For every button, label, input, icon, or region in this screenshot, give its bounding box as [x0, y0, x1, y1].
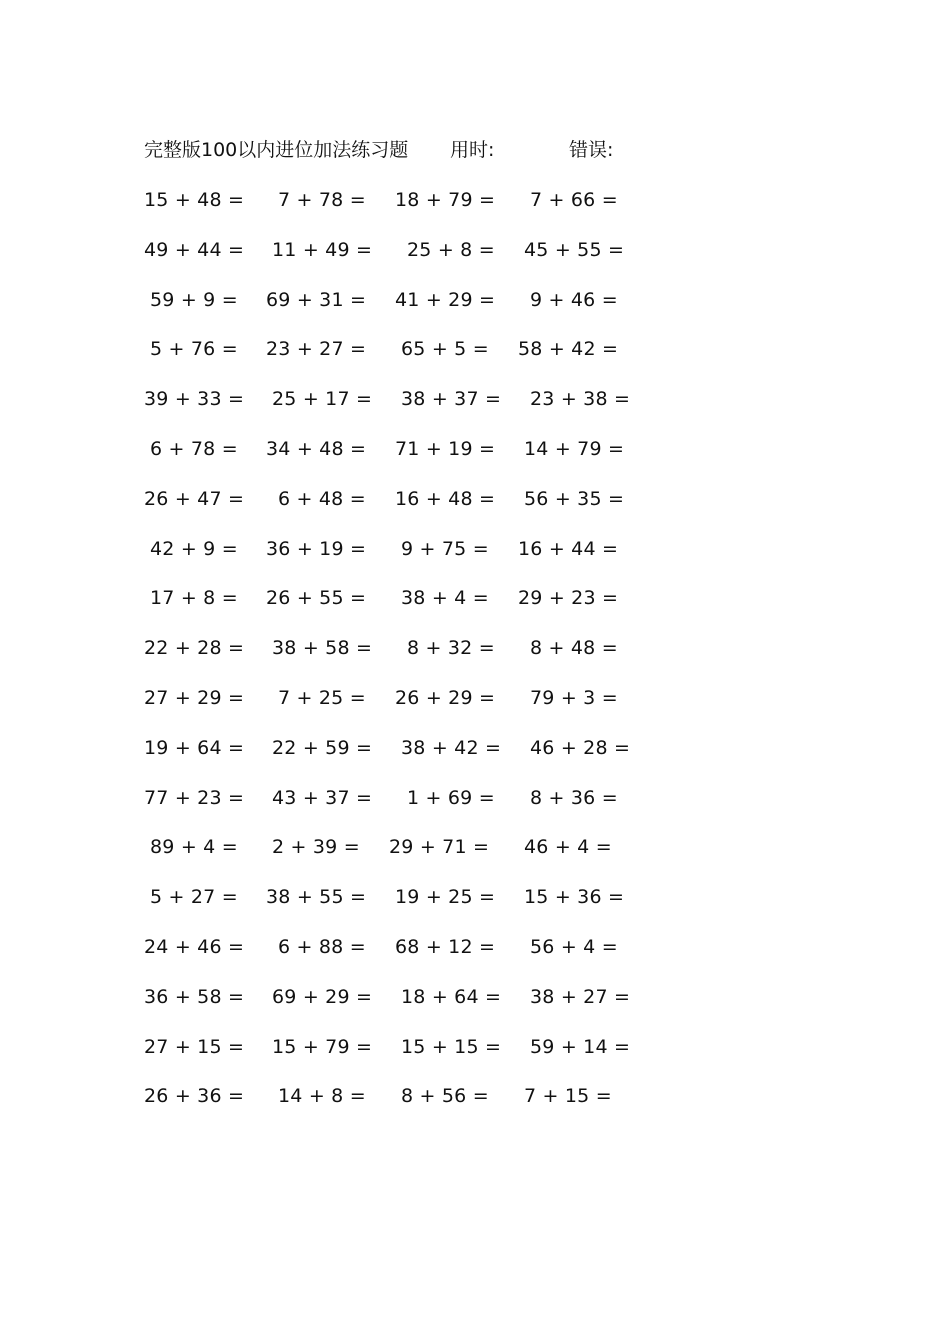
- problem-item: 8 + 32 =: [407, 637, 495, 660]
- problem-item: 7 + 66 =: [530, 189, 618, 211]
- problem-item: 18 + 79 =: [395, 189, 496, 211]
- problem-row: [0, 1082, 950, 1132]
- problem-item: 22 + 28 =: [144, 637, 245, 660]
- problem-item: 9 + 46 =: [530, 288, 618, 311]
- problem-row: [0, 983, 950, 1033]
- problem-item: 15 + 36 =: [524, 886, 625, 909]
- problem-item: 8 + 56 =: [401, 1085, 489, 1108]
- problem-item: 5 + 27 =: [150, 886, 238, 909]
- problem-item: 34 + 48 =: [266, 437, 367, 460]
- problem-row: [0, 335, 950, 385]
- problem-row: [0, 684, 950, 734]
- problem-item: 25 + 8 =: [407, 238, 495, 261]
- problem-row: [0, 435, 950, 485]
- problem-item: 89 + 4 =: [150, 836, 238, 859]
- problem-item: 7 + 25 =: [278, 686, 366, 709]
- problem-item: 38 + 4 =: [401, 587, 489, 610]
- problem-row: [0, 186, 950, 236]
- problem-item: 29 + 23 =: [518, 587, 619, 610]
- problem-item: 49 + 44 =: [144, 238, 245, 261]
- problem-row: [0, 535, 950, 585]
- problem-item: 6 + 88 =: [278, 935, 366, 958]
- problem-item: 38 + 58 =: [272, 637, 373, 660]
- problem-item: 8 + 48 =: [530, 637, 618, 660]
- problem-item: 23 + 27 =: [266, 338, 367, 361]
- problem-item: 38 + 37 =: [401, 388, 502, 411]
- problem-item: 46 + 28 =: [530, 736, 631, 759]
- problem-item: 6 + 48 =: [278, 487, 366, 510]
- problem-item: 26 + 36 =: [144, 1085, 245, 1108]
- problem-row: [0, 1033, 950, 1083]
- problem-item: 27 + 15 =: [144, 1035, 245, 1058]
- problem-item: 14 + 8 =: [278, 1085, 366, 1108]
- problem-item: 68 + 12 =: [395, 935, 496, 958]
- problem-item: 8 + 36 =: [530, 786, 618, 809]
- problem-item: 2 + 39 =: [272, 836, 360, 859]
- problem-item: 56 + 4 =: [530, 935, 618, 958]
- problem-row: [0, 286, 950, 336]
- problem-item: 26 + 47 =: [144, 487, 245, 510]
- problem-row: [0, 784, 950, 834]
- problem-grid: [0, 186, 950, 1132]
- problem-item: 79 + 3 =: [530, 686, 618, 709]
- problem-item: 19 + 25 =: [395, 886, 496, 909]
- problem-item: 38 + 42 =: [401, 736, 502, 759]
- problem-item: 71 + 19 =: [395, 437, 496, 460]
- worksheet-title: 完整版100以内进位加法练习题: [144, 139, 409, 161]
- problem-item: 15 + 79 =: [272, 1035, 373, 1058]
- problem-item: 5 + 76 =: [150, 338, 238, 361]
- problem-row: [0, 734, 950, 784]
- problem-item: 39 + 33 =: [144, 388, 245, 411]
- problem-row: [0, 485, 950, 535]
- problem-item: 69 + 29 =: [272, 985, 373, 1008]
- problem-item: 15 + 15 =: [401, 1035, 502, 1058]
- problem-item: 18 + 64 =: [401, 985, 502, 1008]
- problem-row: [0, 584, 950, 634]
- problem-item: 27 + 29 =: [144, 686, 245, 709]
- problem-item: 45 + 55 =: [524, 238, 625, 261]
- problem-item: 36 + 19 =: [266, 537, 367, 560]
- problem-item: 77 + 23 =: [144, 786, 245, 809]
- problem-item: 42 + 9 =: [150, 537, 238, 560]
- time-label: 用时:: [450, 139, 495, 161]
- problem-item: 38 + 27 =: [530, 985, 631, 1008]
- problem-item: 59 + 14 =: [530, 1035, 631, 1058]
- problem-item: 15 + 48 =: [144, 189, 245, 211]
- problem-item: 7 + 78 =: [278, 189, 366, 211]
- problem-item: 56 + 35 =: [524, 487, 625, 510]
- problem-item: 17 + 8 =: [150, 587, 238, 610]
- problem-row: [0, 236, 950, 286]
- problem-item: 36 + 58 =: [144, 985, 245, 1008]
- problem-item: 14 + 79 =: [524, 437, 625, 460]
- problem-item: 59 + 9 =: [150, 288, 238, 311]
- problem-item: 43 + 37 =: [272, 786, 373, 809]
- problem-item: 29 + 71 =: [389, 836, 490, 859]
- problem-item: 26 + 29 =: [395, 686, 496, 709]
- problem-item: 41 + 29 =: [395, 288, 496, 311]
- problem-row: [0, 833, 950, 883]
- problem-item: 23 + 38 =: [530, 388, 631, 411]
- problem-item: 19 + 64 =: [144, 736, 245, 759]
- problem-item: 11 + 49 =: [272, 238, 373, 261]
- problem-item: 6 + 78 =: [150, 437, 238, 460]
- problem-item: 9 + 75 =: [401, 537, 489, 560]
- problem-item: 16 + 48 =: [395, 487, 496, 510]
- problem-row: [0, 385, 950, 435]
- problem-item: 7 + 15 =: [524, 1085, 612, 1108]
- problem-item: 24 + 46 =: [144, 935, 245, 958]
- problem-item: 65 + 5 =: [401, 338, 489, 361]
- problem-row: [0, 634, 950, 684]
- problem-item: 38 + 55 =: [266, 886, 367, 909]
- problem-item: 16 + 44 =: [518, 537, 619, 560]
- worksheet-header: [144, 136, 764, 164]
- problem-item: 46 + 4 =: [524, 836, 612, 859]
- problem-item: 58 + 42 =: [518, 338, 619, 361]
- problem-item: 1 + 69 =: [407, 786, 495, 809]
- problem-item: 69 + 31 =: [266, 288, 367, 311]
- problem-item: 22 + 59 =: [272, 736, 373, 759]
- problem-item: 26 + 55 =: [266, 587, 367, 610]
- problem-row: [0, 883, 950, 933]
- problem-row: [0, 933, 950, 983]
- problem-item: 25 + 17 =: [272, 388, 373, 411]
- errors-label: 错误:: [569, 139, 614, 161]
